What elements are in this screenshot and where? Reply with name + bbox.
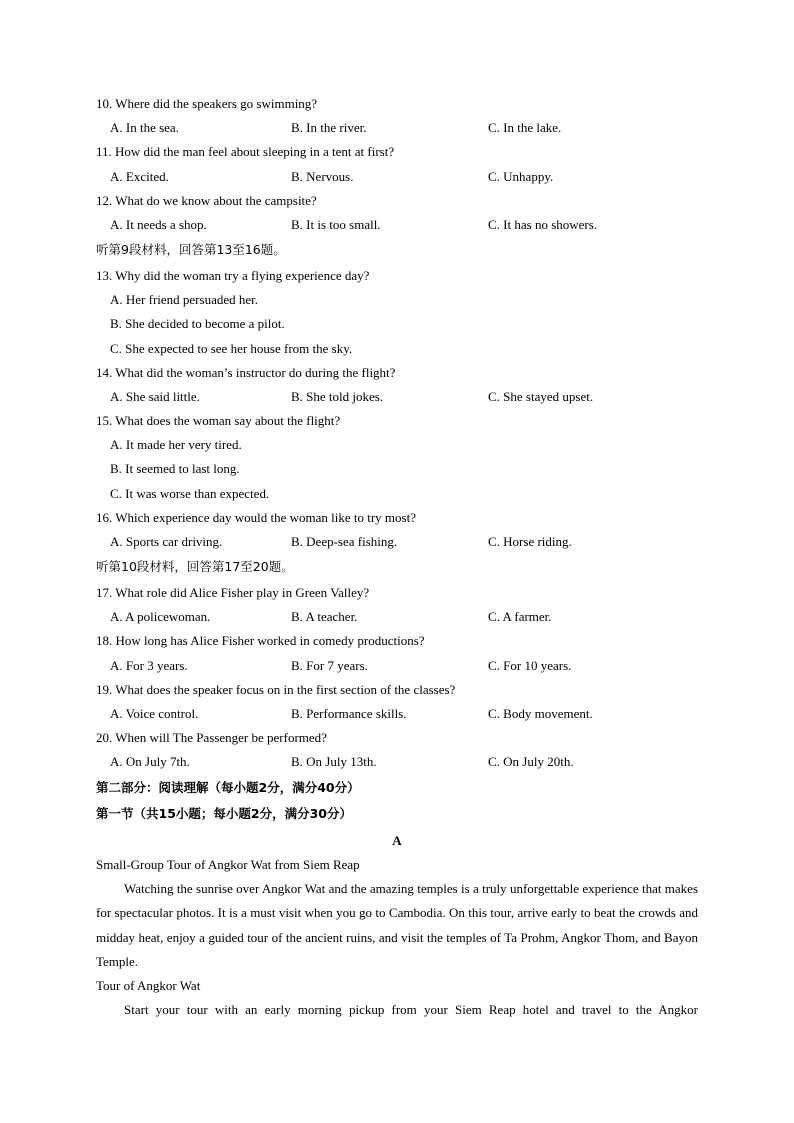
option-10a: A. In the sea.: [110, 120, 179, 135]
option-14a: A. She said little.: [110, 389, 200, 404]
option-13b: B. She decided to become a pilot.: [110, 316, 285, 331]
question-18: 18. How long has Alice Fisher worked in comedy productions?: [96, 633, 425, 648]
paragraph-2-text: Start your tour with an early morning pickup from your Siem Reap hotel and travel to the Angkor: [124, 1002, 698, 1017]
option-19a: A. Voice control.: [110, 706, 199, 721]
passage-paragraph-2: [96, 998, 698, 1022]
option-10b: B. In the river.: [291, 120, 367, 135]
option-16c: C. Horse riding.: [488, 534, 572, 549]
option-11a: A. Excited.: [110, 169, 169, 184]
paragraph-1-text: Watching the sunrise over Angkor Wat and the amazing temples is a truly unforgettable experience that makes for spectacular photos. It is a must visit when you go to Cambodia. On this tour, arrive early to beat the crowds and midday heat, enjoy a guided tour of the ancient ruins, and visit the temples of Ta Prohm, Angkor Thom, and Bayon Temple.: [96, 881, 698, 969]
option-15b: B. It seemed to last long.: [110, 461, 240, 476]
option-12a: A. It needs a shop.: [110, 217, 207, 232]
option-10c: C. In the lake.: [488, 120, 562, 135]
question-16: 16. Which experience day would the woman like to try most?: [96, 510, 416, 525]
option-19c: C. Body movement.: [488, 706, 593, 721]
question-14: 14. What did the woman’s instructor do during the flight?: [96, 365, 396, 380]
option-17b: B. A teacher.: [291, 609, 358, 624]
option-18c: C. For 10 years.: [488, 658, 572, 673]
option-15a: A. It made her very tired.: [110, 437, 242, 452]
part2-heading: 第二部分：阅读理解（每小题2分，满分40分）: [96, 780, 360, 795]
option-17c: C. A farmer.: [488, 609, 552, 624]
option-18a: A. For 3 years.: [110, 658, 188, 673]
option-12c: C. It has no showers.: [488, 217, 598, 232]
option-16a: A. Sports car driving.: [110, 534, 223, 549]
instruction-section-9: 听第9段材料，回答第13至16题。: [96, 242, 286, 257]
passage-paragraph-1: [96, 877, 698, 974]
question-17: 17. What role did Alice Fisher play in Green Valley?: [96, 585, 370, 600]
question-13: 13. Why did the woman try a flying experience day?: [96, 268, 370, 283]
question-15: 15. What does the woman say about the flight?: [96, 413, 341, 428]
option-11c: C. Unhappy.: [488, 169, 554, 184]
question-12: 12. What do we know about the campsite?: [96, 193, 317, 208]
question-20: 20. When will The Passenger be performed?: [96, 730, 327, 745]
passage-letter: A: [392, 833, 402, 848]
instruction-section-10: 听第10段材料，回答第17至20题。: [96, 559, 294, 574]
option-14b: B. She told jokes.: [291, 389, 384, 404]
option-17a: A. A policewoman.: [110, 609, 211, 624]
option-19b: B. Performance skills.: [291, 706, 407, 721]
option-20b: B. On July 13th.: [291, 754, 377, 769]
question-11: 11. How did the man feel about sleeping in a tent at first?: [96, 144, 395, 159]
option-20a: A. On July 7th.: [110, 754, 190, 769]
option-11b: B. Nervous.: [291, 169, 354, 184]
passage-subheading: Tour of Angkor Wat: [96, 978, 201, 993]
option-18b: B. For 7 years.: [291, 658, 368, 673]
option-15c: C. It was worse than expected.: [110, 486, 270, 501]
option-16b: B. Deep-sea fishing.: [291, 534, 398, 549]
question-10: 10. Where did the speakers go swimming?: [96, 96, 318, 111]
passage-title: Small-Group Tour of Angkor Wat from Siem Reap: [96, 857, 360, 872]
option-13a: A. Her friend persuaded her.: [110, 292, 258, 307]
option-12b: B. It is too small.: [291, 217, 381, 232]
option-13c: C. She expected to see her house from the sky.: [110, 341, 353, 356]
option-20c: C. On July 20th.: [488, 754, 574, 769]
question-19: 19. What does the speaker focus on in the first section of the classes?: [96, 682, 456, 697]
section-heading: 第一节（共15小题；每小题2分，满分30分）: [96, 806, 352, 821]
option-14c: C. She stayed upset.: [488, 389, 594, 404]
